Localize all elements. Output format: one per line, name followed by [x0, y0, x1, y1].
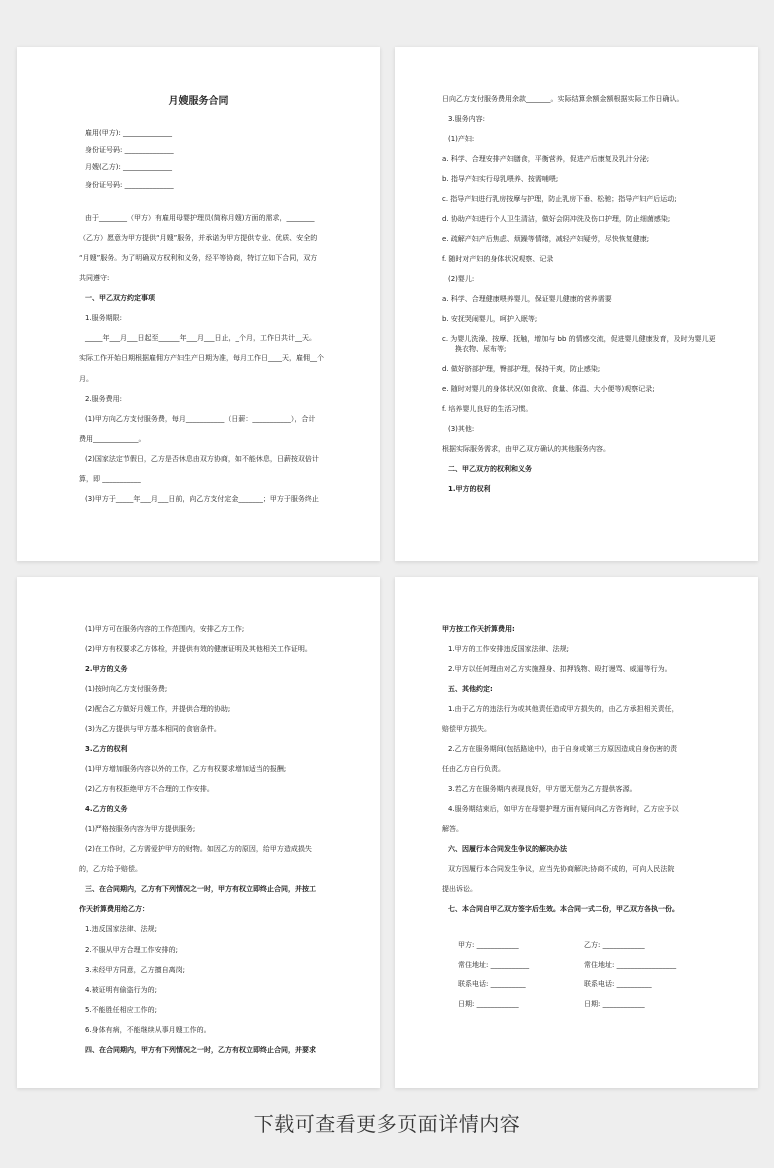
contract-line: 3.服务内容:: [448, 115, 486, 124]
contract-line: 实际工作开始日期根据雇佣方产妇生产日期为准，每月工作日____天，雇佣__个: [79, 354, 324, 363]
contract-line: f. 培养婴儿良好的生活习惯。: [442, 404, 533, 413]
contract-line: 由于________（甲方）有雇用母婴护理员(简称月嫂)方面的需求，________: [85, 214, 315, 223]
signature-field: 日期: ____________: [458, 999, 519, 1008]
contract-line: b. 指导产妇实行母乳喂养、按需哺喂;: [442, 175, 559, 184]
contract-line: 5.不能胜任相应工作的;: [85, 1005, 158, 1014]
contract-line: (2)甲方有权要求乙方体检，并提供有效的健康证明及其他相关工作证明。: [85, 645, 312, 654]
contract-line: a. 科学、合理健康喂养婴儿，保证婴儿健康的营养需要: [442, 295, 612, 304]
contract-line: 七、本合同自甲乙双方签字后生效。本合同一式二份，甲乙双方各执一份。: [448, 905, 679, 914]
signature-field: 甲方: ____________: [458, 941, 519, 950]
contract-line: 四、在合同期内，甲方有下列情况之一时，乙方有权立即终止合同，并要求: [85, 1045, 316, 1054]
contract-line: (2)婴儿:: [448, 275, 475, 284]
contract-line: 五、其他约定:: [448, 685, 493, 694]
contract-line: 2.甲方的义务: [85, 665, 128, 674]
signature-row: [442, 980, 718, 989]
contract-line: (1)甲方增加服务内容以外的工作，乙方有权要求增加适当的报酬;: [85, 765, 287, 774]
contract-line: 二、甲乙双方的权利和义务: [448, 465, 532, 473]
contract-line: 4.乙方的义务: [85, 805, 128, 814]
signature-block: [442, 941, 718, 1009]
party-field: 雇用(甲方): ______________: [85, 128, 173, 137]
contract-line: 1.由于乙方的违法行为或其他责任造成甲方损失的，由乙方承担相关责任，: [448, 705, 679, 714]
contract-line: 3.乙方的权利: [85, 745, 128, 754]
contract-line: (3)为乙方提供与甲方基本相同的食宿条件。: [85, 725, 221, 734]
contract-line: d. 做好脐部护理，臀部护理，保持干爽，防止感染;: [442, 364, 601, 373]
contract-line: 双方因履行本合同发生争议，应当先协商解决;协商不成的，可向人民法院: [448, 865, 675, 874]
contract-line: (1)按时向乙方支付服务费;: [85, 685, 168, 694]
contract-line: (1)甲方可在服务内容的工作范围内，安排乙方工作;: [85, 625, 245, 633]
signature-row: [442, 1000, 718, 1009]
contract-line: 1.甲方的工作安排违反国家法律、法规;: [448, 645, 570, 654]
signature-field: 联系电话: __________: [458, 980, 526, 989]
signature-row: [442, 941, 718, 950]
contract-line: e. 随时对婴儿的身体状况(如食欲、食量、体温、大小便等)观察记录;: [442, 384, 655, 393]
contract-line: 4.被证明有偷盗行为的;: [85, 985, 158, 994]
page-1-body: [79, 214, 334, 504]
contract-line: 的，乙方给予赔偿。: [79, 865, 142, 874]
party-field: 月嫂(乙方): ______________: [85, 163, 173, 172]
contract-line: 2.服务费用:: [85, 394, 123, 403]
signature-field: 联系电话: __________: [584, 980, 652, 989]
contract-line: 月。: [79, 374, 93, 383]
contract-line: 提出诉讼。: [442, 885, 477, 894]
signature-row: [442, 961, 718, 970]
contract-line: b. 安抚哭闹婴儿，呵护入眠等;: [442, 315, 538, 324]
contract-line: 赔偿甲方损失。: [442, 725, 491, 734]
contract-line: 6.身体有病，不能继续从事月嫂工作的。: [85, 1025, 211, 1034]
party-field: 身份证号码: ______________: [85, 180, 174, 189]
contract-line: （乙方）愿意为甲方提供“月嫂”服务，并承诺为甲方提供专业、优质、安全的: [79, 234, 318, 243]
contract-line: d. 协助产妇进行个人卫生清洁，做好会阴冲洗及伤口护理，防止细菌感染;: [442, 215, 671, 224]
contract-line: (2)配合乙方做好月嫂工作，并提供合理的协助;: [85, 705, 231, 714]
contract-line: 3.未经甲方同意，乙方擅自离岗;: [85, 965, 186, 974]
contract-line: (3)其他:: [448, 424, 475, 433]
contract-line: 日向乙方支付服务费用余款_______。实际结算余额金额根据实际工作日确认。: [442, 95, 684, 103]
page-3-body: [79, 625, 334, 1055]
contract-line: 三、在合同期内，乙方有下列情况之一时，甲方有权立即终止合同，并按工: [85, 885, 316, 894]
contract-line: 共同遵守:: [79, 274, 110, 283]
contract-line: (3)甲方于_____年___月___日前，向乙方支付定金_______；甲方于服务终止: [85, 494, 319, 503]
contract-line: (2)在工作时，乙方需爱护甲方的财物。如因乙方的原因，给甲方造成损失: [85, 845, 312, 854]
download-more-caption[interactable]: 下载可查看更多页面详情内容: [253, 1112, 521, 1136]
page-4-body: [442, 625, 718, 915]
signature-field: 乙方: ____________: [584, 941, 645, 950]
contract-line: 根据实际服务需求，由甲乙双方确认的其他服务内容。: [442, 444, 610, 453]
contract-line: (1)严格按服务内容为甲方提供服务;: [85, 825, 196, 834]
contract-line: 甲方按工作天折算费用:: [442, 625, 515, 633]
contract-line: _____年___月___日起至______年___月___日止，_个月，工作日共计__天。: [85, 334, 316, 343]
contract-line: 解答。: [442, 825, 463, 834]
contract-page-3: [17, 577, 380, 1088]
contract-page-4: [395, 577, 758, 1088]
party-field: 身份证号码: ______________: [85, 145, 174, 154]
page-2-body: [442, 95, 718, 494]
contract-line: 算，即 ___________: [79, 474, 141, 483]
contract-line: 3.若乙方在服务期内表现良好，甲方愿无偿为乙方提供客源。: [448, 785, 637, 794]
contract-line: (1)甲方向乙方支付服务费，每月___________（日薪：___________），合计: [85, 414, 316, 423]
contract-line: e. 疏解产妇产后焦虑、烦躁等情绪，减轻产妇疑劳，尽快恢复健康;: [442, 235, 650, 244]
signature-field: 日期: ____________: [584, 999, 645, 1008]
contract-line: 任由乙方自行负责。: [442, 765, 505, 774]
contract-line: c. 为婴儿洗澡、按摩、抚触，增加与 bb 的情感交流，促进婴儿健康发育，及时为婴儿更换衣物、尿布等;: [442, 335, 716, 353]
contract-line: a. 科学、合理安排产妇膳食，平衡营养，促进产后康复及乳汁分泌;: [442, 155, 650, 164]
contract-line: (1)产妇:: [448, 135, 475, 144]
contract-line: 2.不服从甲方合理工作安排的;: [85, 945, 179, 954]
contract-line: 2.甲方以任何理由对乙方实施搜身、扣押钱物、殴打谩骂、威逼等行为。: [448, 665, 672, 674]
contract-line: (2)乙方有权拒绝甲方不合理的工作安排。: [85, 785, 214, 794]
contract-line: 1.甲方的权利: [448, 485, 491, 494]
contract-line: “月嫂”服务。为了明确双方权利和义务，经平等协商，特订立如下合同，双方: [79, 254, 318, 263]
contract-line: 2.乙方在服务期间(包括路途中)，由于自身或第三方原因造成自身伤害的责: [448, 745, 678, 754]
signature-field: 常住地址: ___________: [458, 960, 530, 969]
contract-line: 1.违反国家法律、法规;: [85, 925, 158, 934]
contract-line: 作天折算费用给乙方：: [79, 905, 149, 914]
contract-page-2: [395, 47, 758, 561]
contract-line: f. 随时对产妇的身体状况观察、记录: [442, 255, 554, 264]
contract-line: 六、因履行本合同发生争议的解决办法: [448, 845, 567, 854]
signature-field: 常住地址: _________________: [584, 960, 677, 969]
contract-page-1: [17, 47, 380, 561]
contract-line: 费用_____________。: [79, 434, 146, 443]
contract-line: (2)国家法定节假日，乙方是否休息由双方协商，如不能休息，日薪按双倍计: [85, 454, 319, 463]
contract-line: 一、甲乙双方约定事项: [85, 294, 155, 303]
contract-line: 4.服务期结束后，如甲方在母婴护理方面有疑问向乙方咨询时，乙方应予以: [448, 805, 679, 814]
contract-line: c. 指导产妇进行乳房按摩与护理，防止乳房下垂、松驰；指导产妇产后运动;: [442, 195, 677, 204]
contract-line: 1.服务期限:: [85, 314, 123, 323]
document-title: 月嫂服务合同: [168, 96, 229, 107]
party-fields: [79, 129, 334, 191]
